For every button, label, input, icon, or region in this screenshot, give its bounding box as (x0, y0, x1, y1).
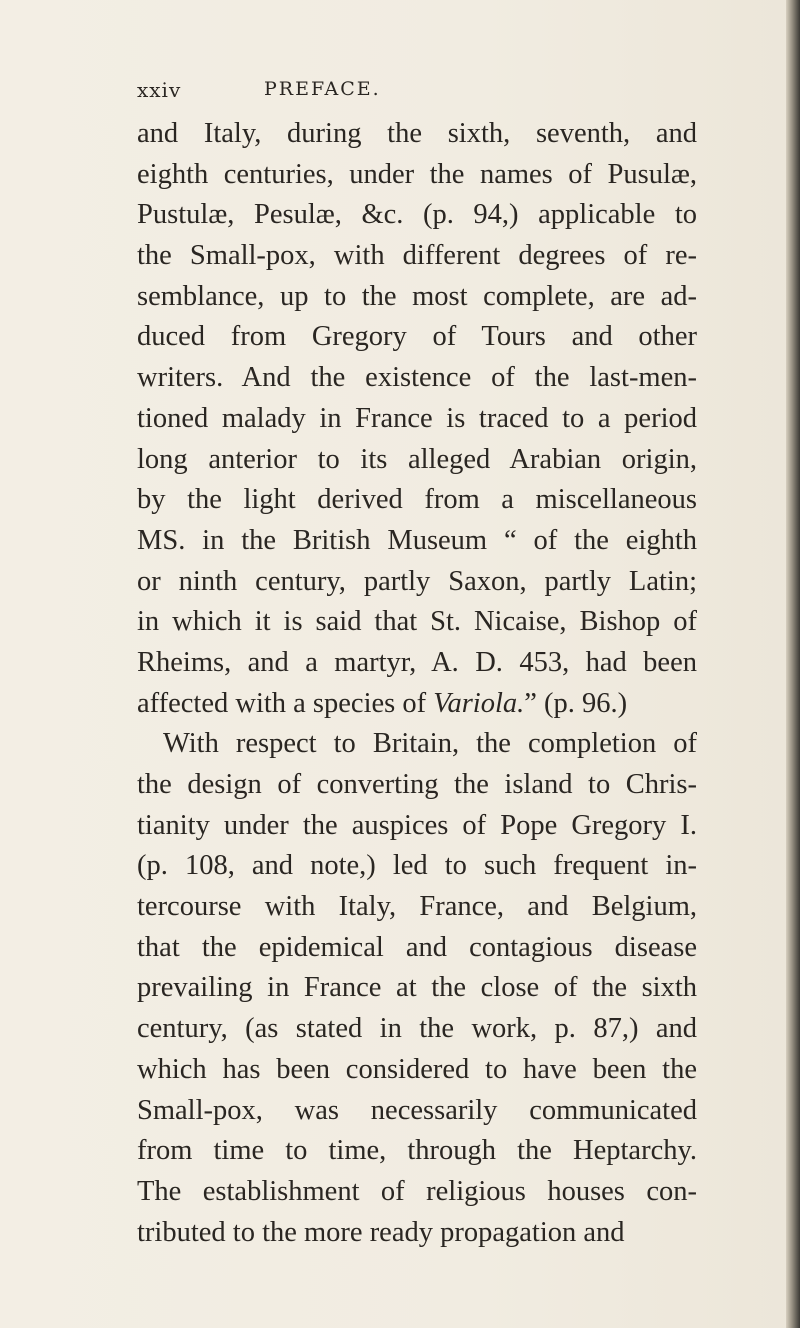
text-segment: ” (p. 96.) (524, 687, 628, 719)
text-segment: affected with a species of (137, 687, 434, 719)
text-line: semblance, up to the most complete, are ad- (137, 280, 697, 312)
italic-term: Variola. (433, 687, 525, 719)
text-line: (p. 108, and note,) led to such frequent in- (137, 850, 697, 882)
text-line: or ninth century, partly Saxon, partly Latin; (137, 565, 697, 597)
text-line: the Small-pox, with different degrees of re- (137, 240, 697, 272)
text-line: in which it is said that St. Nicaise, Bishop of (137, 606, 697, 638)
text-line: Pustulæ, Pesulæ, &c. (p. 94,) applicable to (137, 199, 697, 231)
body-text (137, 114, 697, 1253)
text-line: century, (as stated in the work, p. 87,) and (137, 1013, 697, 1045)
text-line: tianity under the auspices of Pope Gregory I. (137, 809, 697, 841)
paragraph-start-line: With respect to Britain, the completion of (163, 728, 697, 760)
text-line: Rheims, and a martyr, A. D. 453, had been (137, 646, 697, 678)
text-line: writers. And the existence of the last-men- (137, 362, 697, 394)
running-head: PREFACE. (264, 78, 381, 100)
text-line: eighth centuries, under the names of Pusulæ, (137, 158, 697, 190)
text-line: that the epidemical and contagious disease (137, 931, 697, 963)
page-binding-edge (786, 0, 800, 1328)
page-number: xxiv (137, 78, 182, 102)
page-header (137, 78, 697, 108)
text-line: the design of converting the island to Chris- (137, 769, 697, 800)
text-line: long anterior to its alleged Arabian origin, (137, 443, 697, 475)
text-line: duced from Gregory of Tours and other (137, 321, 697, 353)
text-line: Small-pox, was necessarily communicated (137, 1094, 697, 1126)
text-line: The establishment of religious houses con- (137, 1175, 697, 1207)
text-line: which has been considered to have been the (137, 1053, 697, 1085)
text-line: tributed to the more ready propagation and (137, 1216, 625, 1248)
text-line: from time to time, through the Heptarchy. (137, 1135, 697, 1167)
text-line: prevailing in France at the close of the sixth (137, 972, 697, 1004)
text-line: tioned malady in France is traced to a period (137, 402, 697, 434)
text-line: tercourse with Italy, France, and Belgium, (137, 891, 697, 923)
text-line: and Italy, during the sixth, seventh, and (137, 118, 697, 149)
text-line: MS. in the British Museum “ of the eighth (137, 524, 697, 556)
text-line-with-italic (137, 684, 697, 725)
text-line: by the light derived from a miscellaneous (137, 484, 697, 516)
